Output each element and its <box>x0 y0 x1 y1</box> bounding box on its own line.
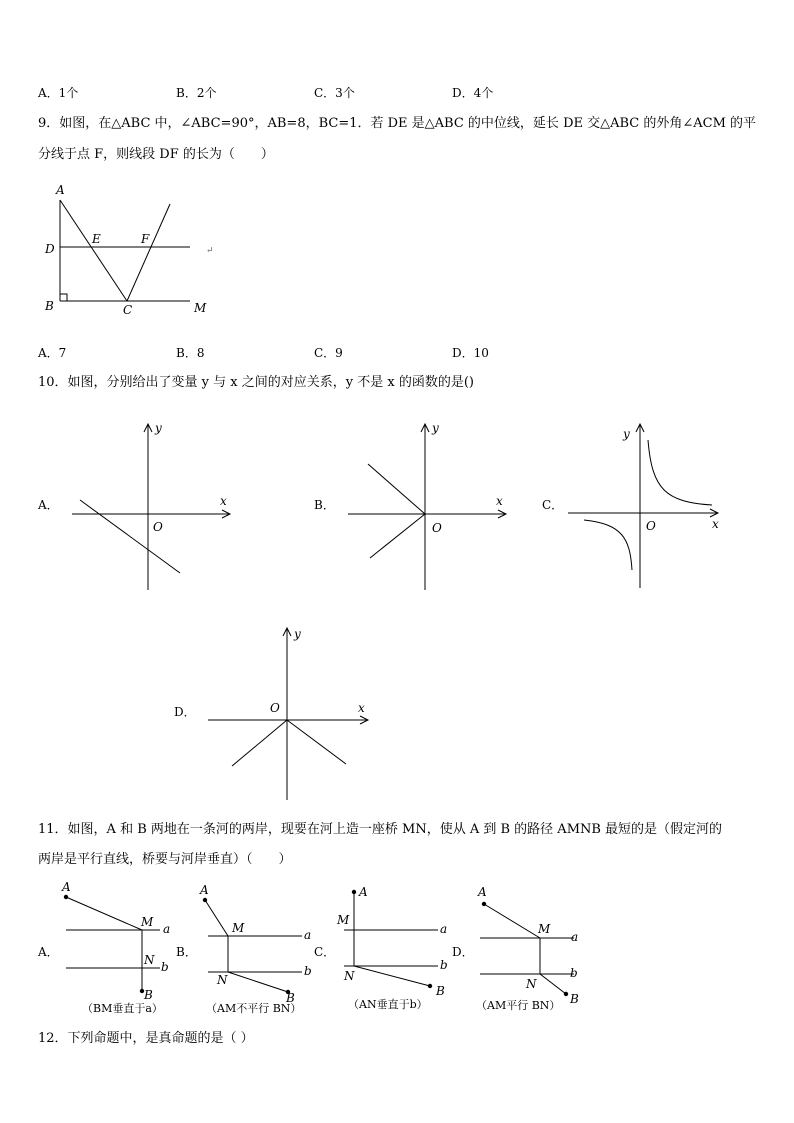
q9-stem-line1: 9．如图，在△ABC 中，∠ABC=90°，AB=8，BC=1．若 DE 是△ABC 的中位线，延长 DE 交△ABC 的外角∠ACM 的平 <box>38 116 757 131</box>
q11a-caption: （BM垂直于a） <box>82 1002 163 1015</box>
q10a-y-label: y <box>155 421 162 435</box>
q11b-label-b-line: b <box>304 964 312 978</box>
q9-label-d: D <box>45 242 55 256</box>
q9-option-b: B．8 <box>176 346 205 360</box>
q10b-origin-label: O <box>432 521 442 535</box>
q10-graph-a <box>70 420 235 595</box>
q11b-label-n: N <box>217 973 228 987</box>
q9-figure <box>40 180 230 320</box>
q9-label-e: E <box>92 232 101 246</box>
q11c-label-a: A <box>359 885 368 899</box>
q11-option-d-letter: D． <box>452 945 474 959</box>
q11-figure-a <box>60 878 185 1023</box>
q11a-label-b: B <box>144 988 153 1002</box>
q9-option-d: D．10 <box>452 346 489 360</box>
q9-return-mark: ↵ <box>206 246 214 256</box>
q10-option-b-letter: B． <box>314 498 335 512</box>
q11-stem-line2: 两岸是平行直线，桥要与河岸垂直）（ ） <box>38 852 292 867</box>
q11d-label-b: B <box>570 992 579 1006</box>
q11a-label-a-line: a <box>163 922 171 936</box>
q10a-x-label: x <box>220 494 227 508</box>
q9-label-b: B <box>45 299 54 313</box>
q10c-y-label: y <box>623 427 630 441</box>
q10-graph-c <box>566 420 736 595</box>
q11d-label-a: A <box>478 885 487 899</box>
q10-stem: 10．如图，分别给出了变量 y 与 x 之间的对应关系，y 不是 x 的函数的是() <box>38 375 474 390</box>
q11c-label-b: B <box>436 984 445 998</box>
q11b-label-a-line: a <box>304 928 312 942</box>
q11c-caption: （AN垂直于b） <box>348 998 428 1011</box>
q11-figure-c <box>334 878 459 1023</box>
q11d-label-a-line: a <box>571 930 579 944</box>
q11c-label-n: N <box>344 969 355 983</box>
q8-option-d: D．4个 <box>452 86 494 100</box>
q8-option-c: C．3个 <box>314 86 355 100</box>
q11-option-a-letter: A． <box>38 945 59 959</box>
q12-stem: 12．下列命题中，是真命题的是（ ） <box>38 1031 254 1046</box>
q9-label-c: C <box>123 303 133 317</box>
q10c-x-label: x <box>712 517 719 531</box>
q9-label-a: A <box>56 183 65 197</box>
q10-graph-b <box>346 420 511 595</box>
q9-label-m: M <box>194 301 207 315</box>
q11a-label-n: N <box>144 953 155 967</box>
q11c-label-a-line: a <box>440 922 448 936</box>
q10d-origin-label: O <box>270 701 280 715</box>
q11-option-c-letter: C． <box>314 945 336 959</box>
q11d-label-b-line: b <box>570 966 578 980</box>
q10c-origin-label: O <box>646 519 656 533</box>
q10a-origin-label: O <box>153 520 163 534</box>
q11a-label-m: M <box>141 915 154 929</box>
q11d-label-n: N <box>526 977 537 991</box>
q11b-label-b: B <box>286 991 295 1005</box>
q10b-x-label: x <box>496 494 503 508</box>
q11d-caption: （AM平行 BN） <box>476 999 561 1012</box>
q11a-label-a: A <box>62 880 71 894</box>
q11b-label-a: A <box>200 883 209 897</box>
q8-option-a: A．1个 <box>38 86 79 100</box>
q9-stem-line2: 分线于点 F，则线段 DF 的长为（ ） <box>38 147 274 162</box>
q11b-label-m: M <box>232 921 245 935</box>
q10d-x-label: x <box>358 701 365 715</box>
q10-option-a-letter: A． <box>38 498 59 512</box>
q10b-y-label: y <box>432 421 439 435</box>
q11a-label-b-line: b <box>161 960 169 974</box>
q11c-label-b-line: b <box>440 958 448 972</box>
q10-option-c-letter: C． <box>542 498 564 512</box>
q9-label-f: F <box>141 232 150 246</box>
q11b-caption: （AM不平行 BN） <box>206 1002 302 1015</box>
q10d-y-label: y <box>294 627 301 641</box>
q8-option-b: B．2个 <box>176 86 217 100</box>
q11-stem-line1: 11．如图，A 和 B 两地在一条河的两岸，现要在河上造一座桥 MN，使从 A 到 B 的路径 AMNB 最短的是（假定河的 <box>38 822 723 837</box>
q9-option-a: A．7 <box>38 346 67 360</box>
q11-figure-d <box>474 878 604 1023</box>
q9-option-c: C．9 <box>314 346 343 360</box>
q10-option-d-letter: D． <box>174 705 196 719</box>
q11-option-b-letter: B． <box>176 945 197 959</box>
q10-graph-d <box>206 624 376 804</box>
q11c-label-m: M <box>337 913 350 927</box>
q11d-label-m: M <box>538 922 551 936</box>
q11-figure-b <box>196 878 326 1023</box>
